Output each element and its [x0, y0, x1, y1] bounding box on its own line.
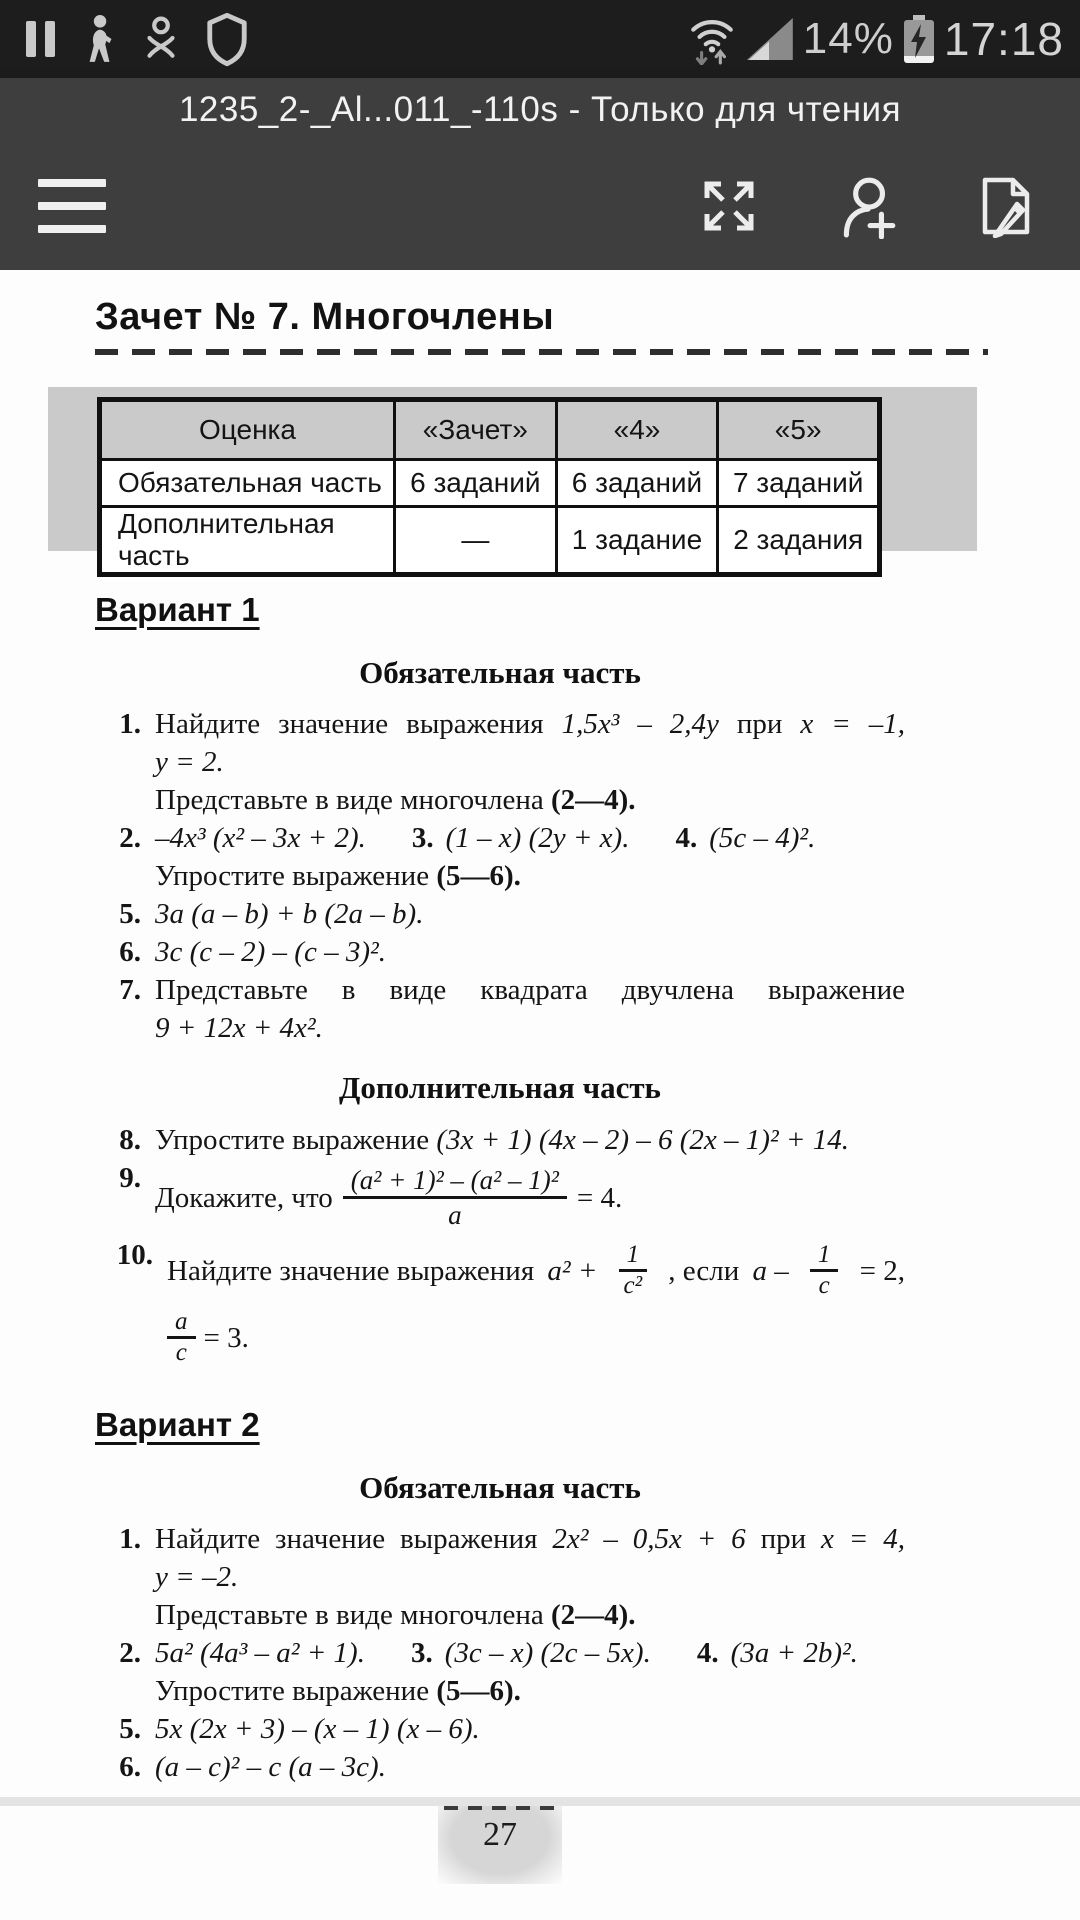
status-bar: [0, 0, 1080, 78]
problem-9: 9. Докажите, что $\frac{\text{(a² + 1)² – (a² – 1)²}}{a}$ = 4.: [119, 1162, 623, 1230]
page-heading: Зачет № 7. Многочлены: [95, 296, 555, 338]
title-bar: [0, 78, 1080, 142]
problems-2-4: 2. 5a² (4a³ – a² + 1). 3. (3c – x) (2c – 5x). 4. (3a + 2b)².: [119, 1637, 858, 1669]
table-header: Оценка: [100, 400, 395, 460]
heading-divider: [95, 349, 988, 355]
simplify-note: Упростите выражение (5—6).: [155, 860, 521, 892]
problem-1: 1. Найдите значение выражения 2x² – 0,5x + 6 при x = 4, y = –2. Представьте в виде многочлена (2—4).: [119, 1523, 906, 1631]
document-page[interactable]: [0, 270, 1080, 1920]
table-cell: Дополнительная часть: [100, 507, 395, 575]
grade-table: [97, 397, 882, 577]
document-title: 1235_2-_Al...011_-110s - Только для чтения: [178, 90, 902, 129]
table-cell: 2 задания: [718, 507, 880, 575]
problem-1: 1. Найдите значение выражения 1,5x³ – 2,4y при x = –1, y = 2. Представьте в виде многочлена (2—4).: [119, 708, 906, 816]
ok-social-icon: [143, 16, 179, 62]
shield-icon: [205, 11, 249, 67]
battery-charging-icon: [904, 15, 934, 63]
table-cell: 7 заданий: [718, 460, 880, 507]
problem-10: 10. Найдите значение выражения a² + $\frac{1}{\text{c²}}$ , если a – $\frac{1}{c}$ = 2, $\frac{a}{c}$ = 3.: [116, 1239, 905, 1366]
variant1-problems: [95, 705, 905, 1372]
wifi-icon: [687, 13, 737, 65]
add-person-icon: [834, 173, 900, 239]
status-left-icons: [26, 11, 249, 67]
signal-icon: [747, 18, 793, 60]
edit-document-icon: [973, 174, 1037, 238]
fullscreen-icon: [697, 174, 761, 238]
clock: 17:18: [943, 13, 1064, 65]
problem-6: 6. (a – c)² – c (a – 3c).: [119, 1751, 386, 1783]
problem-7: 7. Представьте в виде квадрата двучлена выражение 9 + 12x + 4x².: [119, 974, 905, 1044]
problems-2-4: 2. –4x³ (x² – 3x + 2). 3. (1 – x) (2y + x). 4. (5c – 4)².: [119, 822, 816, 854]
page-footer: [95, 1806, 905, 1884]
table-row: [100, 507, 880, 575]
table-header: «5»: [718, 400, 880, 460]
table-cell: Обязательная часть: [100, 460, 395, 507]
toolbar: [0, 142, 1080, 270]
app-bar: [0, 78, 1080, 270]
footer-dashes: [444, 1806, 556, 1810]
status-right-icons: [687, 12, 1064, 66]
simplify-note: Упростите выражение (5—6).: [155, 1675, 521, 1707]
variant2-problems: [95, 1520, 905, 1786]
variant2-required-header: Обязательная часть: [359, 1470, 641, 1505]
fullscreen-button[interactable]: [696, 173, 762, 239]
table-header: «Зачет»: [395, 400, 557, 460]
fitness-icon: [81, 14, 117, 64]
page-number-smudge: [438, 1806, 562, 1884]
variant2-title: Вариант 2: [95, 1406, 260, 1443]
table-cell: 6 заданий: [395, 460, 557, 507]
page-separator: [0, 1797, 1080, 1806]
battery-percent: 14%: [802, 14, 894, 63]
table-cell: —: [395, 507, 557, 575]
problem-5: 5. 3a (a – b) + b (2a – b).: [119, 898, 424, 930]
variant1-additional-header: Дополнительная часть: [339, 1070, 661, 1105]
page-number: 27: [483, 1816, 517, 1853]
table-cell: 6 заданий: [556, 460, 718, 507]
variant1-title: Вариант 1: [95, 591, 260, 628]
table-header: «4»: [556, 400, 718, 460]
variant1-required-header: Обязательная часть: [359, 655, 641, 690]
problem-8: 8. Упростите выражение (3x + 1) (4x – 2) – 6 (2x – 1)² + 14.: [119, 1124, 849, 1156]
table-cell: 1 задание: [556, 507, 718, 575]
menu-button[interactable]: [38, 177, 106, 235]
grade-table-band: [48, 387, 977, 571]
edit-button[interactable]: [972, 173, 1038, 239]
problem-5: 5. 5x (2x + 3) – (x – 1) (x – 6).: [119, 1713, 480, 1745]
pause-icon: [26, 21, 55, 57]
table-row: [100, 460, 880, 507]
menu-icon: [38, 179, 106, 187]
add-person-button[interactable]: [834, 173, 900, 239]
problem-6: 6. 3c (c – 2) – (c – 3)².: [119, 936, 386, 968]
